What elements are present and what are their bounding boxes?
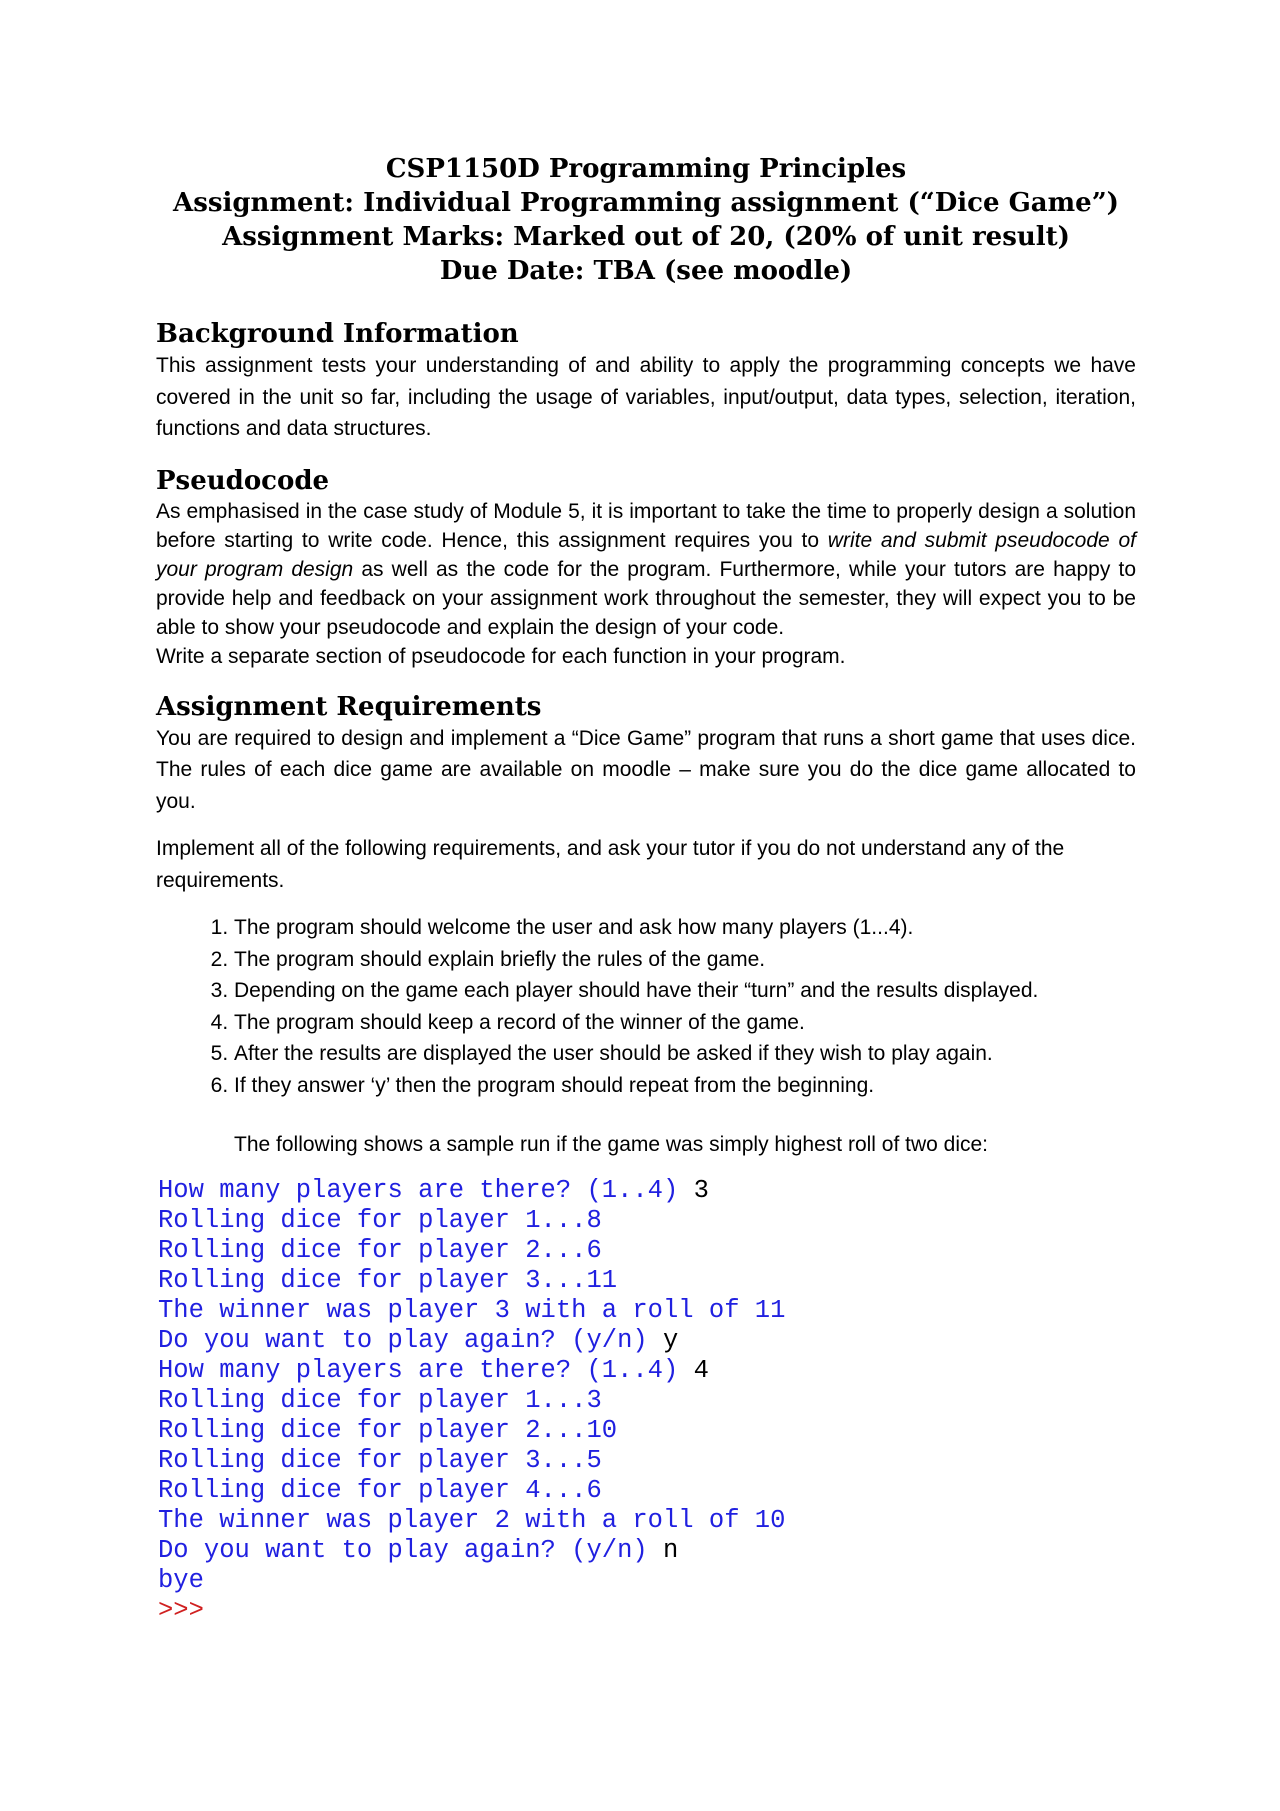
console-output: Rolling dice for player 3...5 — [158, 1446, 602, 1475]
pseudocode-heading: Pseudocode — [156, 465, 330, 496]
title-line: CSP1150D Programming Principles — [385, 154, 907, 184]
console-line — [158, 1176, 1136, 1206]
console-line — [158, 1416, 1136, 1446]
console-output: bye — [158, 1566, 204, 1595]
console-output: Rolling dice for player 1...8 — [158, 1206, 602, 1235]
console-line — [158, 1536, 1136, 1566]
requirements-section — [156, 691, 1136, 1161]
console-input: y — [662, 1326, 679, 1355]
console-line — [158, 1326, 1136, 1356]
console-output: Rolling dice for player 2...10 — [158, 1416, 618, 1445]
console-output: Rolling dice for player 3...11 — [158, 1266, 618, 1295]
pseudocode-section — [156, 465, 1136, 671]
console-line — [158, 1386, 1136, 1416]
title-line: Assignment Marks: Marked out of 20, (20% of unit result) — [222, 222, 1070, 252]
console-input: n — [662, 1536, 679, 1565]
title-line: Due Date: TBA (see moodle) — [439, 256, 853, 286]
sample-run-intro: The following shows a sample run if the game was simply highest roll of two dice: — [234, 1133, 989, 1156]
console-prompt: How many players are there? (1..4) — [158, 1176, 694, 1205]
background-section — [156, 318, 1136, 445]
console-line — [158, 1506, 1136, 1536]
list-item: 6. If they answer ‘y’ then the program should repeat from the beginning. — [234, 1070, 1136, 1102]
list-item: 4. The program should keep a record of the winner of the game. — [234, 1007, 1136, 1039]
list-item: 5. After the results are displayed the user should be asked if they wish to play again. — [234, 1038, 1136, 1070]
pseudocode-text-2: Write a separate section of pseudocode for each function in your program. — [156, 644, 846, 668]
console-output: Rolling dice for player 2...6 — [158, 1236, 602, 1265]
console-input: 4 — [693, 1356, 709, 1385]
console-line — [158, 1266, 1136, 1296]
pseudocode-text-part: as well as the code for the program. Furthermore, while your tutors are happy to provide help and feedback on your assignment work throughout the semester, they will expect you to be able to show your pseudocode and explain the design of your code. — [156, 557, 1136, 639]
pseudocode-text-emphasis: write and submit pseudocode of your program design — [156, 528, 1136, 581]
pseudocode-text-part: As emphasised in the case study of Module 5, it is important to take the time to properly design a solution before starting to write code. Hence, this assignment requires you to — [156, 499, 1136, 552]
console-output: The winner was player 3 with a roll of 11 — [158, 1296, 786, 1325]
console-prompt: How many players are there? (1..4) — [158, 1356, 694, 1385]
console-line — [158, 1476, 1136, 1506]
console-output: Rolling dice for player 1...3 — [158, 1386, 602, 1415]
console-input: 3 — [693, 1176, 709, 1205]
requirements-intro: You are required to design and implement a “Dice Game” program that runs a short game that uses dice. The rules of each dice game are available on moodle – make sure you do the dice game allocated to you. — [156, 726, 1136, 813]
requirements-intro-2: Implement all of the following requirements, and ask your tutor if you do not understand any of the requirements. — [156, 837, 1065, 892]
console-line — [158, 1296, 1136, 1326]
pseudocode-text — [156, 497, 1136, 642]
console-repl-prompt: >>> — [158, 1596, 204, 1625]
console-output: Rolling dice for player 4...6 — [158, 1476, 602, 1505]
list-item: 3. Depending on the game each player should have their “turn” and the results displayed. — [234, 975, 1136, 1007]
console-line — [158, 1356, 1136, 1386]
console-line — [158, 1566, 1136, 1596]
console-line — [158, 1446, 1136, 1476]
requirements-list — [156, 912, 1136, 1101]
background-heading: Background Information — [156, 319, 519, 349]
title-line: Assignment: Individual Programming assignment (“Dice Game”) — [173, 188, 1119, 218]
list-item: 2. The program should explain briefly the rules of the game. — [234, 944, 1136, 976]
console-prompt: Do you want to play again? (y/n) — [158, 1536, 663, 1565]
console-output: The winner was player 2 with a roll of 10 — [158, 1506, 786, 1535]
background-text: This assignment tests your understanding of and ability to apply the programming concepts we have covered in the unit so far, including the usage of variables, input/output, data types, selection, iteration, functions and data structures. — [156, 354, 1136, 440]
console-line — [158, 1206, 1136, 1236]
console-prompt: Do you want to play again? (y/n) — [158, 1326, 663, 1355]
console-line — [158, 1236, 1136, 1266]
document-title-block — [156, 152, 1136, 288]
requirements-heading: Assignment Requirements — [156, 691, 542, 722]
sample-run-console — [158, 1176, 1136, 1626]
document-page — [156, 152, 1136, 1626]
console-line — [158, 1596, 1136, 1626]
list-item: 1. The program should welcome the user and ask how many players (1...4). — [234, 912, 1136, 944]
